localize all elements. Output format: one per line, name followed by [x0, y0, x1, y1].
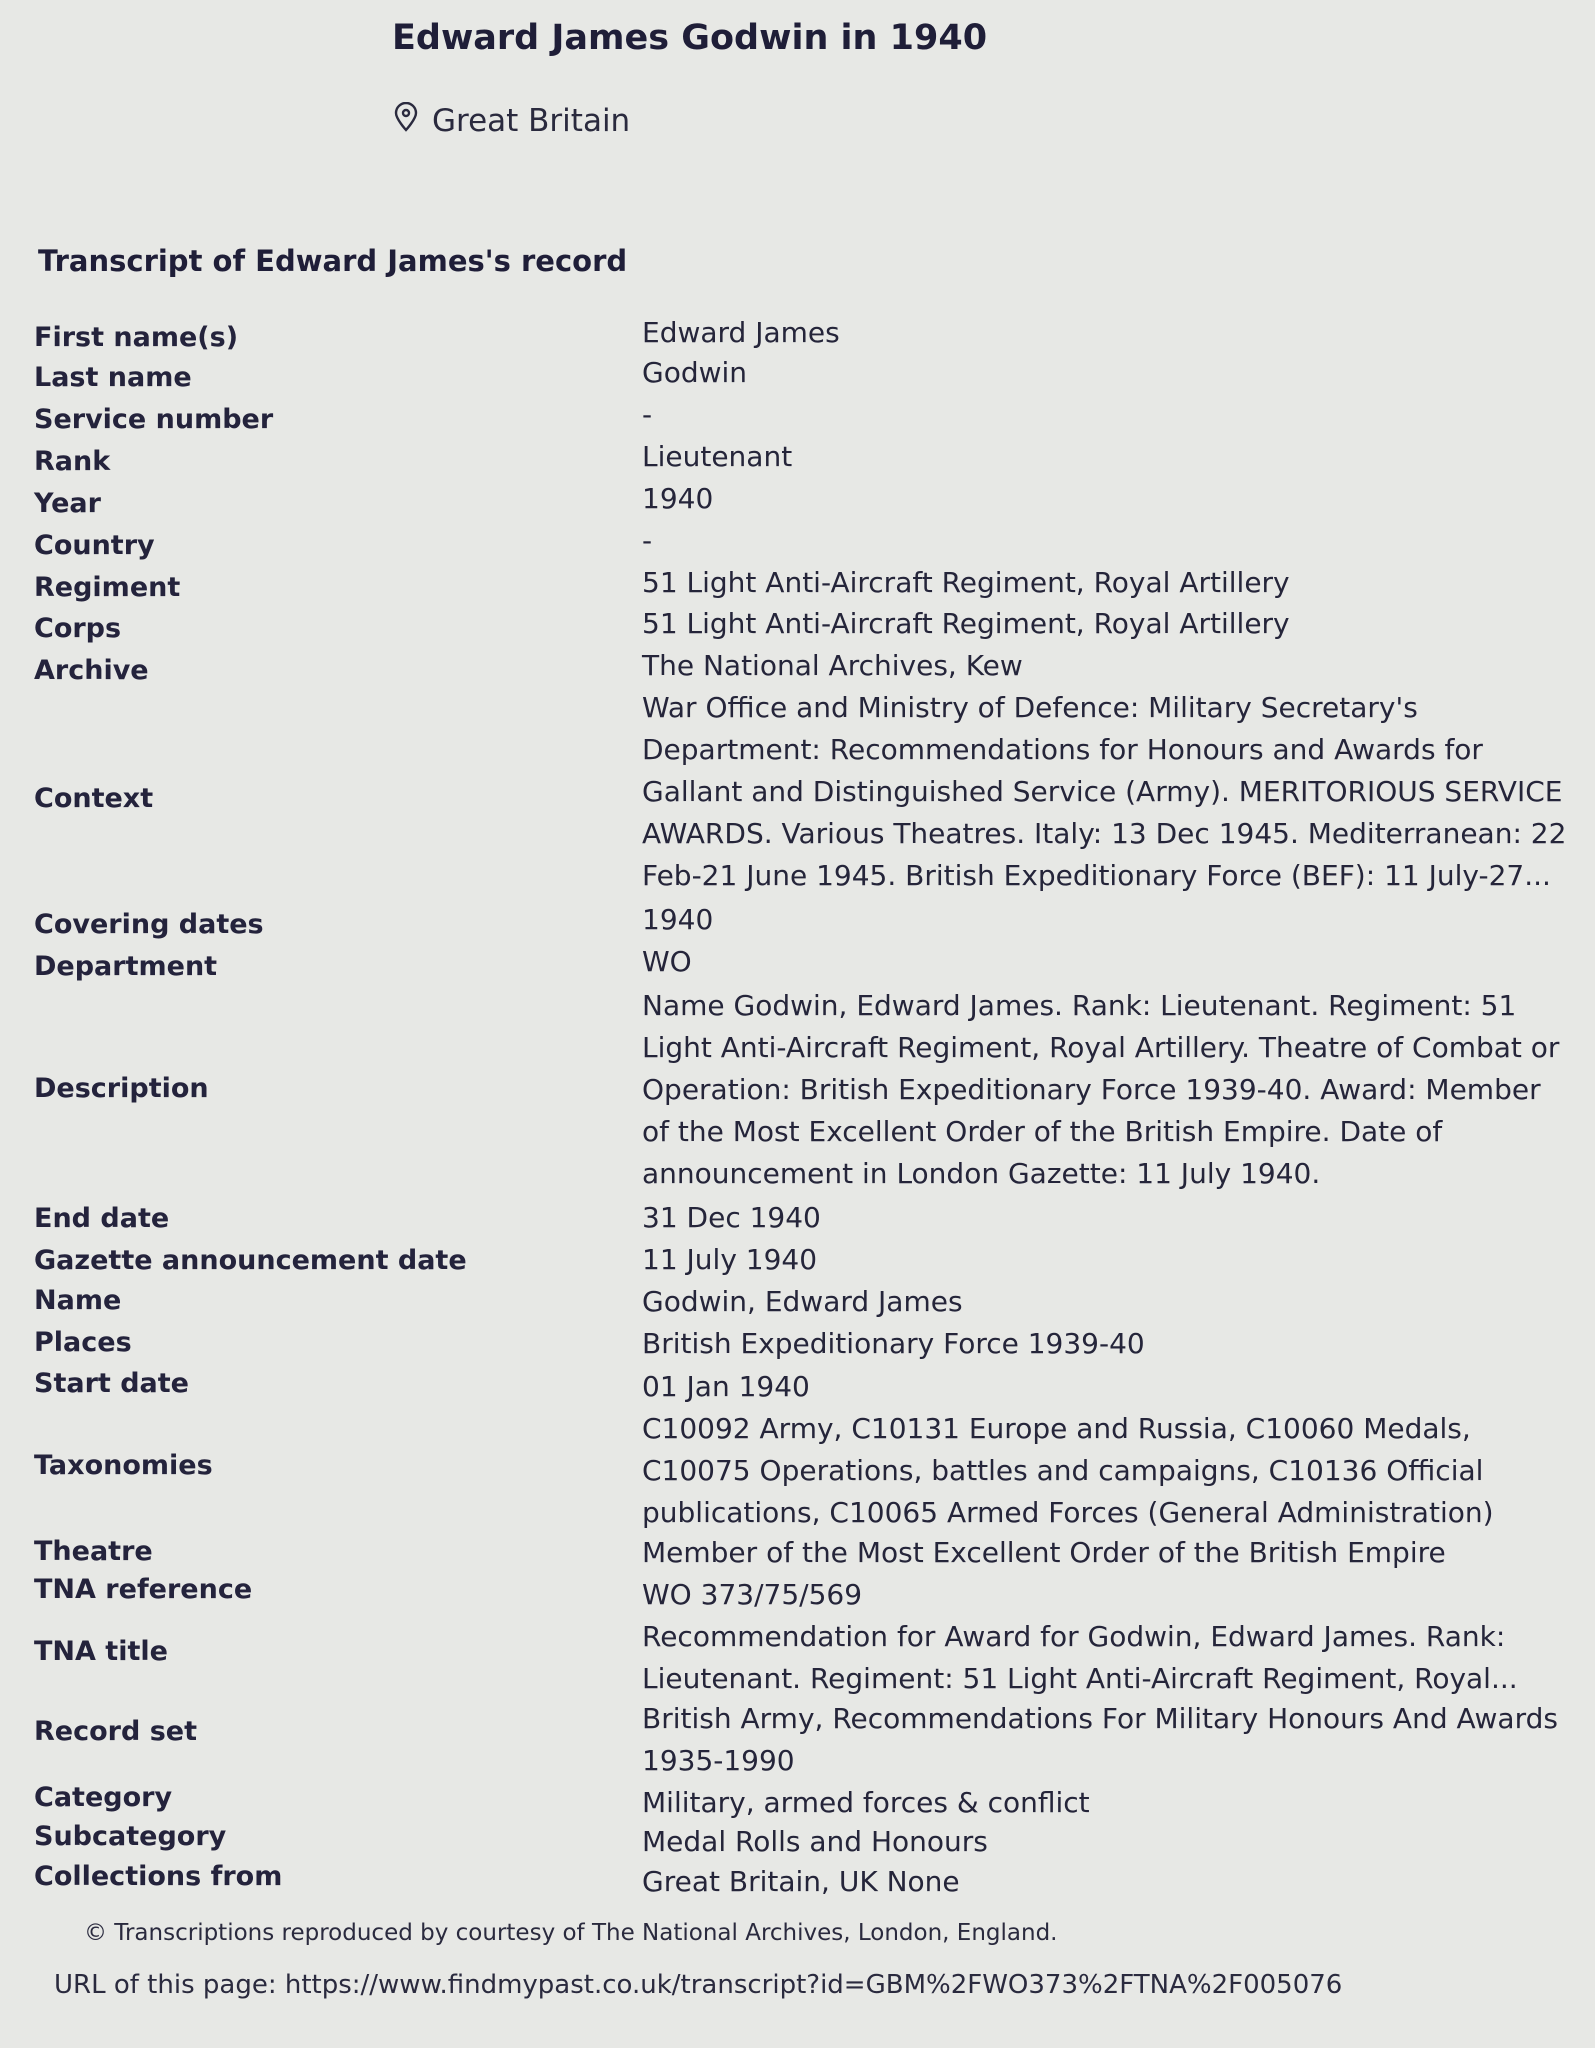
record-value: Recommendation for Award for Godwin, Edward James. Rank: Lieutenant. Regiment: 51 Light Anti-Aircraft Regiment, Royal... — [642, 1620, 1518, 1695]
record-label: Context — [34, 783, 154, 814]
record-label: Subcategory — [34, 1821, 227, 1852]
record-value: WO 373/75/569 — [642, 1578, 863, 1611]
record-label: Record set — [34, 1716, 197, 1747]
record-value: Lieutenant — [642, 440, 793, 473]
record-value: - — [642, 398, 653, 431]
page-url: URL of this page: https://www.findmypast.co.uk/transcript?id=GBM%2FWO373%2FTNA%2F005076 — [54, 1970, 1343, 2000]
location-label: Great Britain — [432, 103, 631, 139]
record-label: Corps — [34, 613, 122, 644]
record-label: Department — [34, 951, 218, 982]
map-pin-icon — [394, 102, 418, 140]
record-label: Covering dates — [34, 909, 264, 940]
record-value: WO — [642, 945, 692, 978]
record-value: - — [642, 524, 653, 557]
record-label: Name — [34, 1285, 122, 1316]
record-value: 01 Jan 1940 — [642, 1370, 810, 1403]
record-value: Medal Rolls and Honours — [642, 1825, 988, 1858]
record-label: Theatre — [34, 1536, 153, 1567]
record-value: 11 July 1940 — [642, 1243, 818, 1276]
record-label: Service number — [34, 404, 274, 435]
record-label: Places — [34, 1327, 132, 1358]
record-label: Country — [34, 530, 155, 561]
record-label: Rank — [34, 446, 111, 477]
record-value: 31 Dec 1940 — [642, 1201, 821, 1234]
record-label: Start date — [34, 1368, 189, 1399]
record-value: The National Archives, Kew — [642, 649, 1023, 682]
record-label: First name(s) — [34, 322, 239, 353]
record-value: British Army, Recommendations For Military Honours And Awards 1935-1990 — [642, 1702, 1558, 1777]
record-value: 1940 — [642, 903, 714, 936]
record-value: 1940 — [642, 482, 714, 515]
record-label: TNA title — [34, 1636, 168, 1667]
record-label: Gazette announcement date — [34, 1245, 467, 1276]
location — [394, 102, 630, 140]
record-value: Godwin, Edward James — [642, 1285, 963, 1318]
record-label: Description — [34, 1073, 209, 1104]
record-value: Edward James — [642, 316, 840, 349]
record-value: Great Britain, UK None — [642, 1865, 960, 1898]
record-value: 51 Light Anti-Aircraft Regiment, Royal Artillery — [642, 566, 1290, 599]
record-value: Military, armed forces & conflict — [642, 1786, 1090, 1819]
record-value: C10092 Army, C10131 Europe and Russia, C10060 Medals, C10075 Operations, battles and campaigns, C10136 Official publications, C10065 Armed Forces (General Administration) — [642, 1412, 1494, 1529]
record-label: Category — [34, 1782, 173, 1813]
page-title: Edward James Godwin in 1940 — [392, 18, 988, 58]
record-label: Taxonomies — [34, 1450, 213, 1481]
record-label: Regiment — [34, 572, 181, 603]
record-label: End date — [34, 1203, 170, 1234]
record-label: Year — [34, 488, 101, 519]
record-value: Member of the Most Excellent Order of the British Empire — [642, 1536, 1446, 1569]
transcript-heading: Transcript of Edward James's record — [38, 244, 628, 278]
record-label: Archive — [34, 655, 149, 686]
record-value: Godwin — [642, 356, 748, 389]
record-value: Name Godwin, Edward James. Rank: Lieutenant. Regiment: 51 Light Anti-Aircraft Regiment, Royal Artillery. Theatre of Combat or Operation: British Expeditionary Force 1939-40. Award: Member of the Most Excellent Order of the British Empire. Date of announcement in London Gazette: 11 July 1940. — [642, 989, 1560, 1190]
record-value: British Expeditionary Force 1939-40 — [642, 1327, 1145, 1360]
record-label: Collections from — [34, 1861, 283, 1892]
record-label: Last name — [34, 362, 192, 393]
copyright-note: © Transcriptions reproduced by courtesy of The National Archives, London, England. — [84, 1920, 1058, 1946]
record-label: TNA reference — [34, 1574, 253, 1605]
record-value: 51 Light Anti-Aircraft Regiment, Royal Artillery — [642, 607, 1290, 640]
record-value: War Office and Ministry of Defence: Military Secretary's Department: Recommendations for Honours and Awards for Gallant and Distinguished Service (Army). MERITORIOUS SERVICE AWARDS. Various Theatres. Italy: 13 Dec 1945. Mediterranean: 22 Feb-21 June 1945. British Expeditionary Force (BEF): 11 July-27... — [642, 691, 1567, 892]
